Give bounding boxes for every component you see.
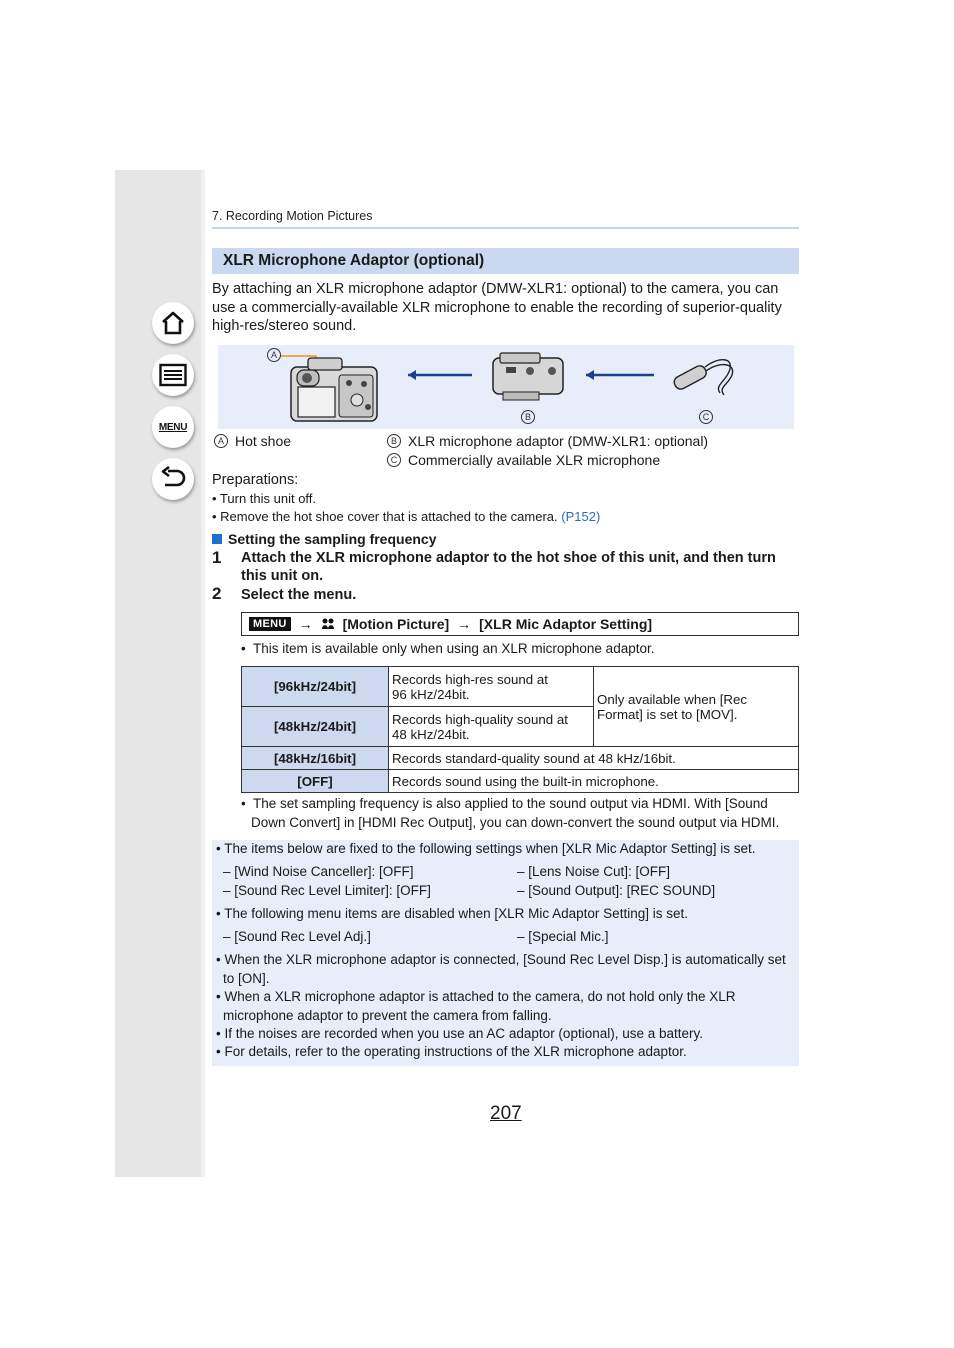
step-text bbox=[241, 549, 776, 585]
page-link-p152[interactable]: (P152) bbox=[561, 509, 601, 524]
sampling-frequency-table bbox=[241, 666, 799, 793]
list-icon bbox=[159, 363, 187, 387]
adaptor-illustration bbox=[493, 353, 563, 400]
arrow-left-1 bbox=[408, 370, 472, 380]
legend-text-a: Hot shoe bbox=[235, 433, 292, 449]
table-desc-cell: Records standard-quality sound at 48 kHz/16bit. bbox=[389, 747, 799, 770]
intro-paragraph: By attaching an XLR microphone adaptor (DMW-XLR1: optional) to the camera, you can use a commercially-available XLR microphone to enable the recording of superior-quality high-res/stereo sound. bbox=[212, 281, 782, 334]
note-availability bbox=[241, 639, 801, 658]
desc-line: 48 kHz/24bit. bbox=[392, 726, 470, 742]
header-rule bbox=[212, 227, 799, 229]
table-desc-cell bbox=[389, 667, 594, 707]
side-nav-edge bbox=[201, 170, 205, 1177]
home-icon bbox=[159, 309, 187, 337]
menu-path-step: [Motion Picture] bbox=[342, 616, 450, 632]
prep-item-with-link bbox=[212, 509, 600, 524]
camera-illustration bbox=[280, 356, 377, 421]
merged-note-line: Only available when [Rec bbox=[597, 691, 748, 707]
table-key-cell: [48kHz/24bit] bbox=[242, 707, 389, 747]
step-text-line: Attach the XLR microphone adaptor to the hot shoe of this unit, and then turn bbox=[241, 550, 776, 566]
menu-button[interactable] bbox=[152, 406, 194, 448]
sub-heading-text: Setting the sampling frequency bbox=[228, 531, 437, 547]
motion-picture-icon bbox=[321, 618, 335, 630]
table-merged-note-cell bbox=[594, 667, 799, 747]
table-row bbox=[242, 747, 799, 770]
back-button[interactable] bbox=[152, 458, 194, 500]
disabled-item: – [Sound Rec Level Adj.] bbox=[223, 929, 371, 944]
table-row bbox=[242, 770, 799, 793]
table-desc-cell bbox=[389, 707, 594, 747]
legend-text-b: XLR microphone adaptor (DMW-XLR1: optional) bbox=[408, 433, 709, 449]
table-desc-cell: Records sound using the built-in microphone. bbox=[389, 770, 799, 793]
table-row bbox=[242, 667, 799, 707]
disabled-item: – [Special Mic.] bbox=[517, 929, 609, 944]
legend-a bbox=[214, 433, 291, 449]
notes-bullet-cont: microphone adaptor to prevent the camera from falling. bbox=[223, 1008, 552, 1023]
connection-figure bbox=[218, 345, 794, 429]
legend-mark-c: C bbox=[387, 453, 401, 467]
note-hdmi-line bbox=[241, 794, 801, 813]
legend-mark-b: B bbox=[387, 434, 401, 448]
step-text-line: this unit on. bbox=[241, 568, 324, 584]
sub-heading bbox=[212, 531, 436, 547]
menu-button-label: MENU bbox=[158, 421, 188, 433]
arrow-glyph: → bbox=[298, 616, 313, 632]
breadcrumb: 7. Recording Motion Pictures bbox=[212, 209, 373, 223]
notes-bullet: • For details, refer to the operating instructions of the XLR microphone adaptor. bbox=[216, 1044, 687, 1059]
notes-bullet: • If the noises are recorded when you use an AC adaptor (optional), use a battery. bbox=[216, 1026, 704, 1041]
section-title: XLR Microphone Adaptor (optional) bbox=[212, 248, 799, 274]
prep-item: • Turn this unit off. bbox=[212, 491, 317, 506]
notes-box bbox=[212, 840, 799, 1066]
note-text: Down Convert] in [HDMI Rec Output], you can down-convert the sound output via HDMI. bbox=[251, 815, 780, 830]
fixed-setting-item: – [Lens Noise Cut]: [OFF] bbox=[517, 864, 671, 879]
step-number: 2 bbox=[212, 584, 222, 603]
desc-line: 96 kHz/24bit. bbox=[392, 686, 470, 702]
fixed-setting-item: – [Wind Noise Canceller]: [OFF] bbox=[223, 864, 414, 879]
prep-item-text: • Remove the hot shoe cover that is attached to the camera. bbox=[212, 509, 558, 524]
legend-text-c: Commercially available XLR microphone bbox=[408, 452, 661, 468]
desc-line: Records high-res sound at bbox=[392, 671, 548, 687]
menu-path-step: [XLR Mic Adaptor Setting] bbox=[479, 616, 653, 632]
bullet-glyph: • bbox=[241, 641, 246, 656]
menu-path-box bbox=[241, 612, 799, 636]
page-number: 207 bbox=[490, 1103, 522, 1124]
menu-badge: MENU bbox=[249, 617, 291, 631]
note-text: This item is available only when using an XLR microphone adaptor. bbox=[253, 641, 655, 656]
legend-b bbox=[387, 433, 708, 449]
step-number: 1 bbox=[212, 548, 222, 567]
step-text: Select the menu. bbox=[241, 587, 357, 603]
notes-bullet: • The items below are fixed to the following settings when [XLR Mic Adaptor Setting] is set. bbox=[216, 841, 756, 856]
figure-label-b: B bbox=[521, 410, 535, 424]
notes-bullet-cont: to [ON]. bbox=[223, 971, 270, 986]
square-bullet-icon bbox=[212, 534, 222, 544]
arrow-glyph: → bbox=[457, 616, 472, 632]
figure-label-a: A bbox=[267, 348, 281, 362]
notes-bullet: • When a XLR microphone adaptor is attached to the camera, do not hold only the XLR bbox=[216, 989, 736, 1004]
note-hdmi bbox=[241, 794, 801, 832]
table-key-cell: [48kHz/16bit] bbox=[242, 747, 389, 770]
merged-note-line: Format] is set to [MOV]. bbox=[597, 706, 738, 722]
notes-bullet: • When the XLR microphone adaptor is connected, [Sound Rec Level Disp.] is automatically set bbox=[216, 952, 786, 967]
arrow-left-2 bbox=[586, 370, 654, 380]
notes-bullet: • The following menu items are disabled when [XLR Mic Adaptor Setting] is set. bbox=[216, 906, 688, 921]
table-key-cell: [OFF] bbox=[242, 770, 389, 793]
preparations-title: Preparations: bbox=[212, 472, 299, 488]
table-key-cell: [96kHz/24bit] bbox=[242, 667, 389, 707]
bullet-glyph: • bbox=[241, 796, 246, 811]
figure-label-c: C bbox=[699, 410, 713, 424]
legend-mark-a: A bbox=[214, 434, 228, 448]
fixed-setting-item: – [Sound Rec Level Limiter]: [OFF] bbox=[223, 883, 431, 898]
home-button[interactable] bbox=[152, 302, 194, 344]
microphone-illustration bbox=[672, 360, 732, 395]
desc-line: Records high-quality sound at bbox=[392, 711, 568, 727]
fixed-setting-item: – [Sound Output]: [REC SOUND] bbox=[517, 883, 716, 898]
contents-button[interactable] bbox=[152, 354, 194, 396]
back-icon bbox=[159, 466, 187, 492]
legend-c bbox=[387, 452, 660, 468]
note-text: The set sampling frequency is also applied to the sound output via HDMI. With [Sound bbox=[253, 796, 768, 811]
